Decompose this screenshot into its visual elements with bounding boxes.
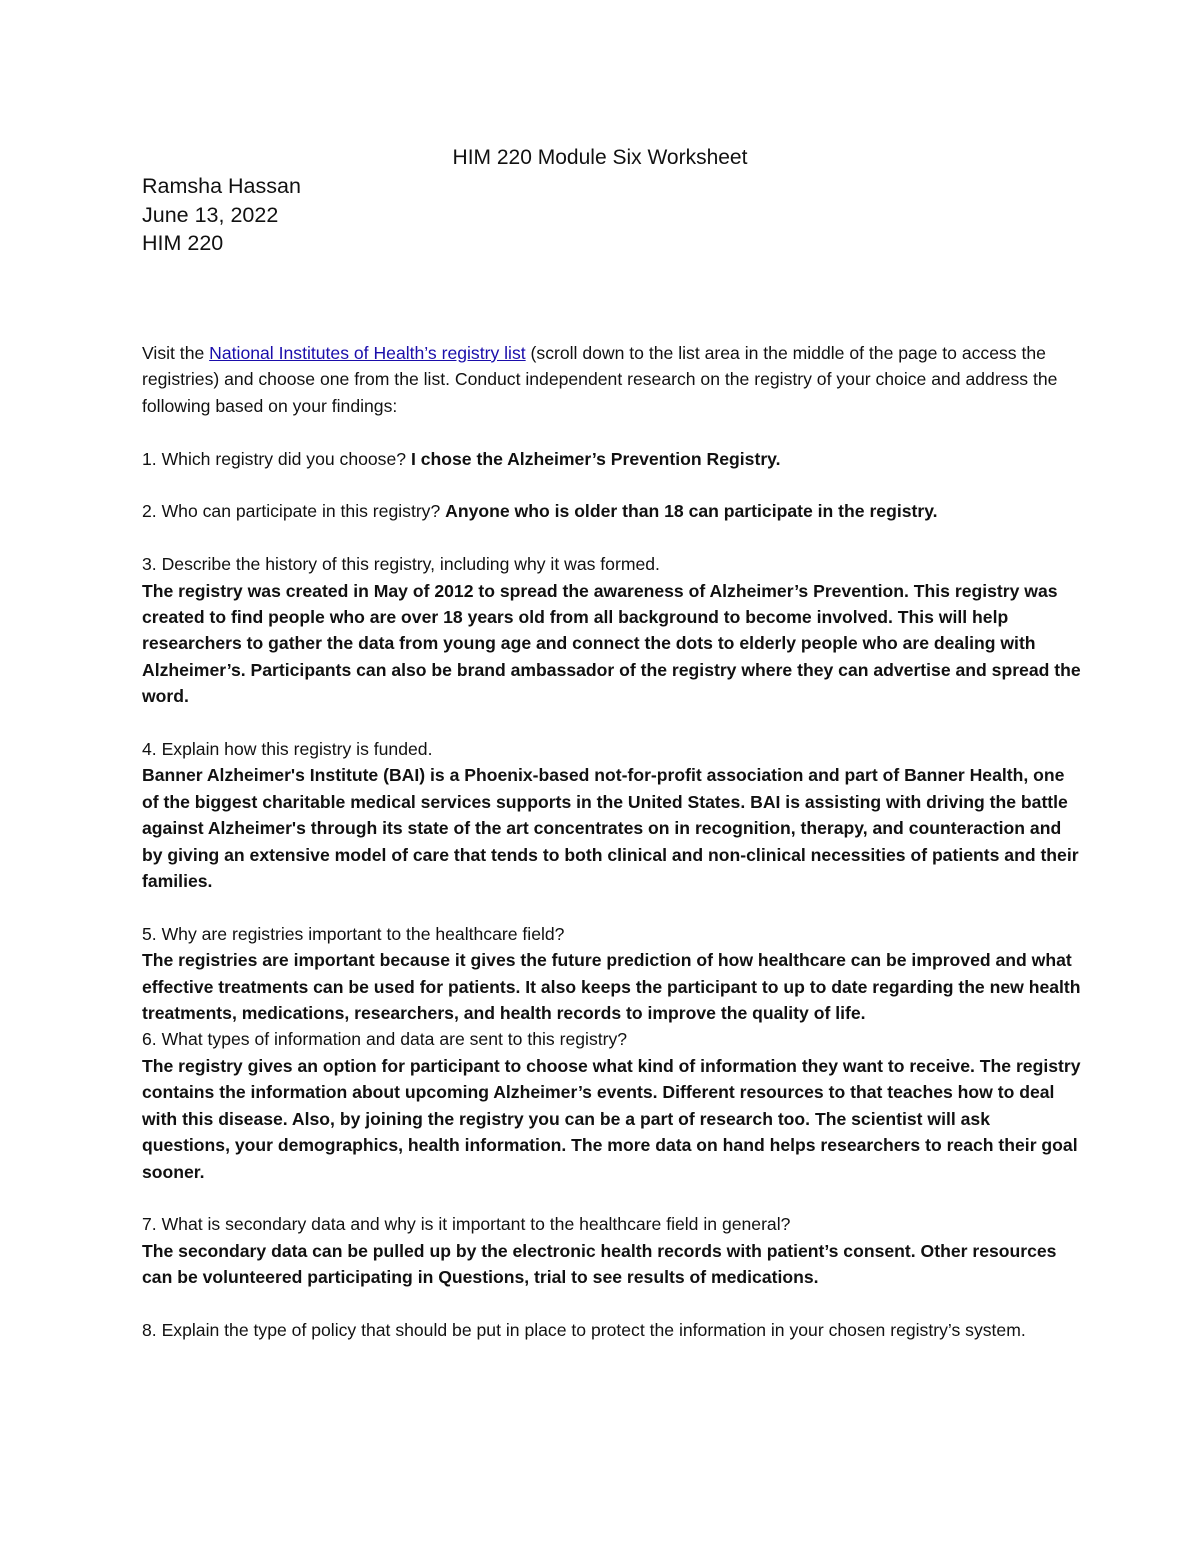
intro-paragraph [142,340,1082,419]
document-body [142,340,1082,1343]
question-text: Explain the type of policy that should be put in place to protect the information in your chosen registry’s system. [156,1319,1026,1340]
question-8 [142,1317,1082,1343]
question-7 [142,1211,1082,1237]
question-number: 7. [142,1214,157,1235]
question-number: 5. [142,923,157,944]
registry-list-link[interactable]: National Institutes of Health’s registry list [209,343,526,363]
question-text: What is secondary data and why is it important to the healthcare field in general? [156,1214,791,1235]
question-number: 3. [142,554,157,575]
intro-text-before: Visit the [142,343,210,363]
question-number: 8. [142,1319,157,1340]
question-number: 1. [142,448,157,469]
question-1 [142,446,1082,472]
question-text: Describe the history of this registry, including why it was formed. [156,554,660,575]
answer-text: Anyone who is older than 18 can participate in the registry. [445,501,938,522]
author-header [142,172,301,258]
question-2 [142,498,1082,524]
document-title: HIM 220 Module Six Worksheet [452,146,748,169]
question-4 [142,736,1082,762]
answer-4: Banner Alzheimer's Institute (BAI) is a Phoenix-based not-for-profit association and part of Banner Health, one of the biggest charitable medical services supports in the United States. BAI is assisting with driving the battle against Alzheimer's through its state of the art concentrates on in recognition, therapy, and counteraction and by giving an extensive model of care that tends to both clinical and non-clinical necessities of patients and their families. [142,765,1079,892]
question-number: 4. [142,739,157,760]
question-text: Explain how this registry is funded. [156,739,433,760]
question-text: Why are registries important to the healthcare field? [156,923,565,944]
question-text: Who can participate in this registry? [156,501,446,522]
question-5 [142,921,1082,947]
answer-text: I chose the Alzheimer’s Prevention Registry. [410,448,781,469]
question-3 [142,551,1082,577]
question-number: 2. [142,501,157,522]
document-date: June 13, 2022 [142,202,279,227]
course-code: HIM 220 [142,231,224,255]
author-name: Ramsha Hassan [142,174,301,198]
answer-6: The registry gives an option for participant to choose what kind of information they want to receive. The registry contains the information about upcoming Alzheimer’s events. Different resources to that teaches how to deal with this disease. Also, by joining the registry you can be a part of research too. The scientist will ask questions, your demographics, health information. The more data on hand helps researchers to reach their goal sooner. [142,1055,1081,1182]
answer-3: The registry was created in May of 2012 to spread the awareness of Alzheimer’s Prevention. This registry was created to find people who are over 18 years old from all background to become involved. This will help researchers to gather the data from young age and connect the dots to elderly people who are dealing with Alzheimer’s. Participants can also be brand ambassador of the registry where they can advertise and spread the word. [142,580,1081,707]
question-number: 6. [142,1029,157,1050]
intro-text-after: (scroll down to the list area in the middle of the page to access the registries) and choose one from the list. Conduct independent research on the registry of your choice and address the following based on your findings: [142,343,1058,416]
answer-7: The secondary data can be pulled up by the electronic health records with patient’s consent. Other resources can be volunteered participating in Questions, trial to see results of medications. [142,1240,1057,1288]
answer-5: The registries are important because it gives the future prediction of how healthcare can be improved and what effective treatments can be used for patients. It also keeps the participant to up to date regarding the new health treatments, medications, researchers, and health records to improve the quality of life. [142,950,1081,1024]
question-6 [142,1026,1082,1052]
question-text: What types of information and data are sent to this registry? [156,1029,628,1050]
question-text: Which registry did you choose? [156,448,411,469]
